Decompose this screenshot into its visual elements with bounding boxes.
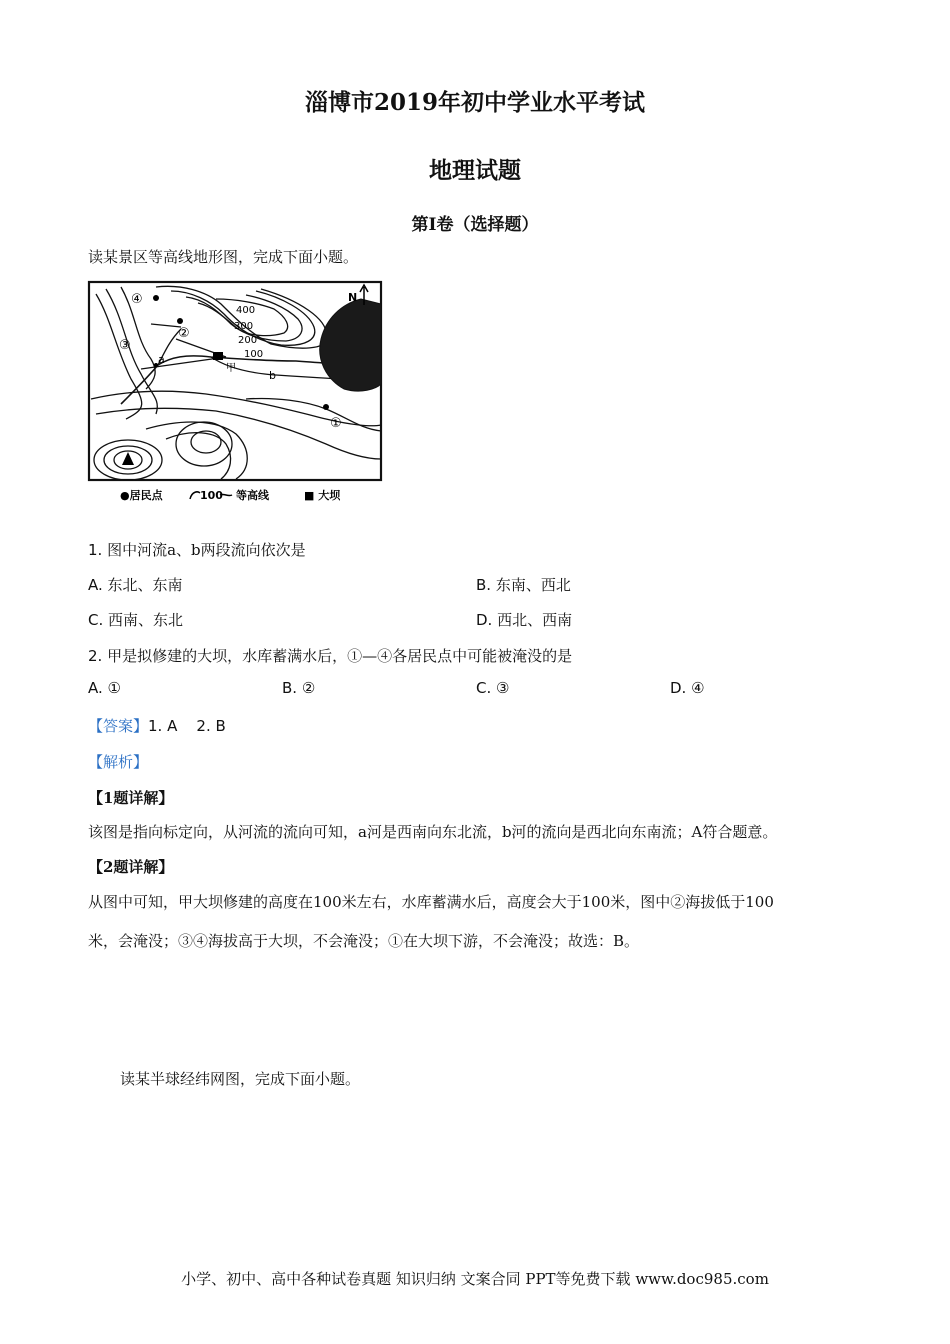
q2-detail-text-1: 从图中可知，甲大坝修建的高度在100米左右，水库蓄满水后，高度会大于100米，图中②海拔低于100 bbox=[88, 893, 774, 911]
contour-line bbox=[246, 398, 381, 431]
section-title: 第Ⅰ卷（选择题） bbox=[411, 215, 539, 235]
legend-dam: ■ 大坝 bbox=[304, 489, 341, 502]
option-text: 西北、西南 bbox=[497, 611, 573, 629]
subject-title: 地理试题 bbox=[429, 157, 521, 184]
site-label-2: ② bbox=[178, 326, 190, 341]
question-number: 1. bbox=[88, 541, 103, 559]
option-key: A. bbox=[88, 679, 103, 697]
option-text: 西南、东北 bbox=[108, 611, 184, 629]
contour-label-100: 100 bbox=[244, 349, 264, 360]
north-label: N bbox=[348, 291, 358, 304]
site-label-3: ③ bbox=[119, 338, 131, 353]
option-text: ① bbox=[107, 679, 121, 697]
q1-option-d[interactable] bbox=[476, 609, 572, 630]
contour-line bbox=[96, 294, 142, 419]
settlement-dot bbox=[177, 318, 183, 324]
legend-contour-icon bbox=[190, 492, 200, 499]
option-key: D. bbox=[476, 611, 493, 629]
hill-contour bbox=[176, 422, 232, 466]
question-number: 2. bbox=[88, 647, 103, 665]
site-label-4: ④ bbox=[131, 292, 143, 307]
q1-option-c[interactable] bbox=[88, 609, 183, 630]
q1-option-b[interactable] bbox=[476, 574, 571, 595]
settlement-dot bbox=[323, 404, 329, 410]
settlement-dot bbox=[153, 295, 159, 301]
q2-detail-label: 【2题详解】 bbox=[88, 858, 174, 876]
contour-map bbox=[86, 279, 386, 505]
dam-label: 甲 bbox=[226, 363, 236, 374]
option-text: 东北、东南 bbox=[107, 576, 183, 594]
q2-detail-text-2: 米，会淹没；③④海拔高于大坝，不会淹没；①在大坝下游，不会淹没；故选：B。 bbox=[88, 932, 640, 950]
exam-title: 淄博市2019年初中学业水平考试 bbox=[304, 89, 645, 116]
legend-settlement: ●居民点 bbox=[120, 489, 163, 502]
intro-text: 读某景区等高线地形图，完成下面小题。 bbox=[88, 248, 359, 266]
river-label-a: a bbox=[158, 353, 165, 366]
option-key: B. bbox=[476, 576, 492, 594]
peak-symbol bbox=[122, 452, 134, 465]
contour-label-200: 200 bbox=[238, 335, 258, 346]
q2-option-a[interactable] bbox=[88, 679, 121, 697]
option-text: ② bbox=[301, 679, 316, 697]
answer-line bbox=[88, 715, 226, 736]
dam-marker bbox=[213, 352, 223, 360]
option-text: ③ bbox=[496, 679, 510, 697]
q1-detail-text: 该图是指向标定向，从河流的流向可知，a河是西南向东北流，b河的流向是西北向东南流；A符合题意。 bbox=[88, 823, 778, 841]
hill-contour bbox=[191, 431, 221, 453]
option-text: ④ bbox=[691, 679, 705, 697]
option-key: A. bbox=[88, 576, 103, 594]
q1-detail-label: 【1题详解】 bbox=[88, 789, 174, 807]
question-stem: 图中河流a、b两段流向依次是 bbox=[107, 541, 306, 559]
q2-option-c[interactable] bbox=[476, 679, 509, 697]
answer-value: 1. A 2. B bbox=[148, 717, 226, 735]
lake-area bbox=[320, 299, 381, 391]
legend-contour: 等高线 bbox=[236, 489, 269, 502]
next-intro-text: 读某半球经纬网图，完成下面小题。 bbox=[120, 1070, 361, 1088]
river-label-b: b bbox=[269, 369, 276, 382]
question-2 bbox=[88, 645, 572, 666]
q2-option-d[interactable] bbox=[670, 679, 705, 697]
question-stem: 甲是拟修建的大坝，水库蓄满水后，①—④各居民点中可能被淹没的是 bbox=[107, 647, 573, 665]
page-footer[interactable]: 小学、初中、高中各种试卷真题 知识归纳 文案合同 PPT等免费下载 www.doc985.com bbox=[181, 1270, 769, 1288]
option-key: D. bbox=[670, 679, 687, 697]
site-label-1: ① bbox=[330, 416, 342, 431]
option-key: C. bbox=[476, 679, 492, 697]
contour-label-400: 400 bbox=[236, 305, 256, 316]
contour-label-300: 300 bbox=[234, 321, 254, 332]
q1-option-a[interactable] bbox=[88, 574, 183, 595]
map-line bbox=[151, 324, 181, 327]
option-text: 东南、西北 bbox=[495, 576, 571, 594]
analysis-label: 【解析】 bbox=[88, 753, 149, 771]
question-1 bbox=[88, 539, 306, 560]
option-key: C. bbox=[88, 611, 104, 629]
option-key: B. bbox=[282, 679, 298, 697]
legend-contour-value: 100 bbox=[200, 489, 223, 502]
answer-label: 【答案】 bbox=[88, 717, 149, 735]
q2-option-b[interactable] bbox=[282, 679, 315, 697]
